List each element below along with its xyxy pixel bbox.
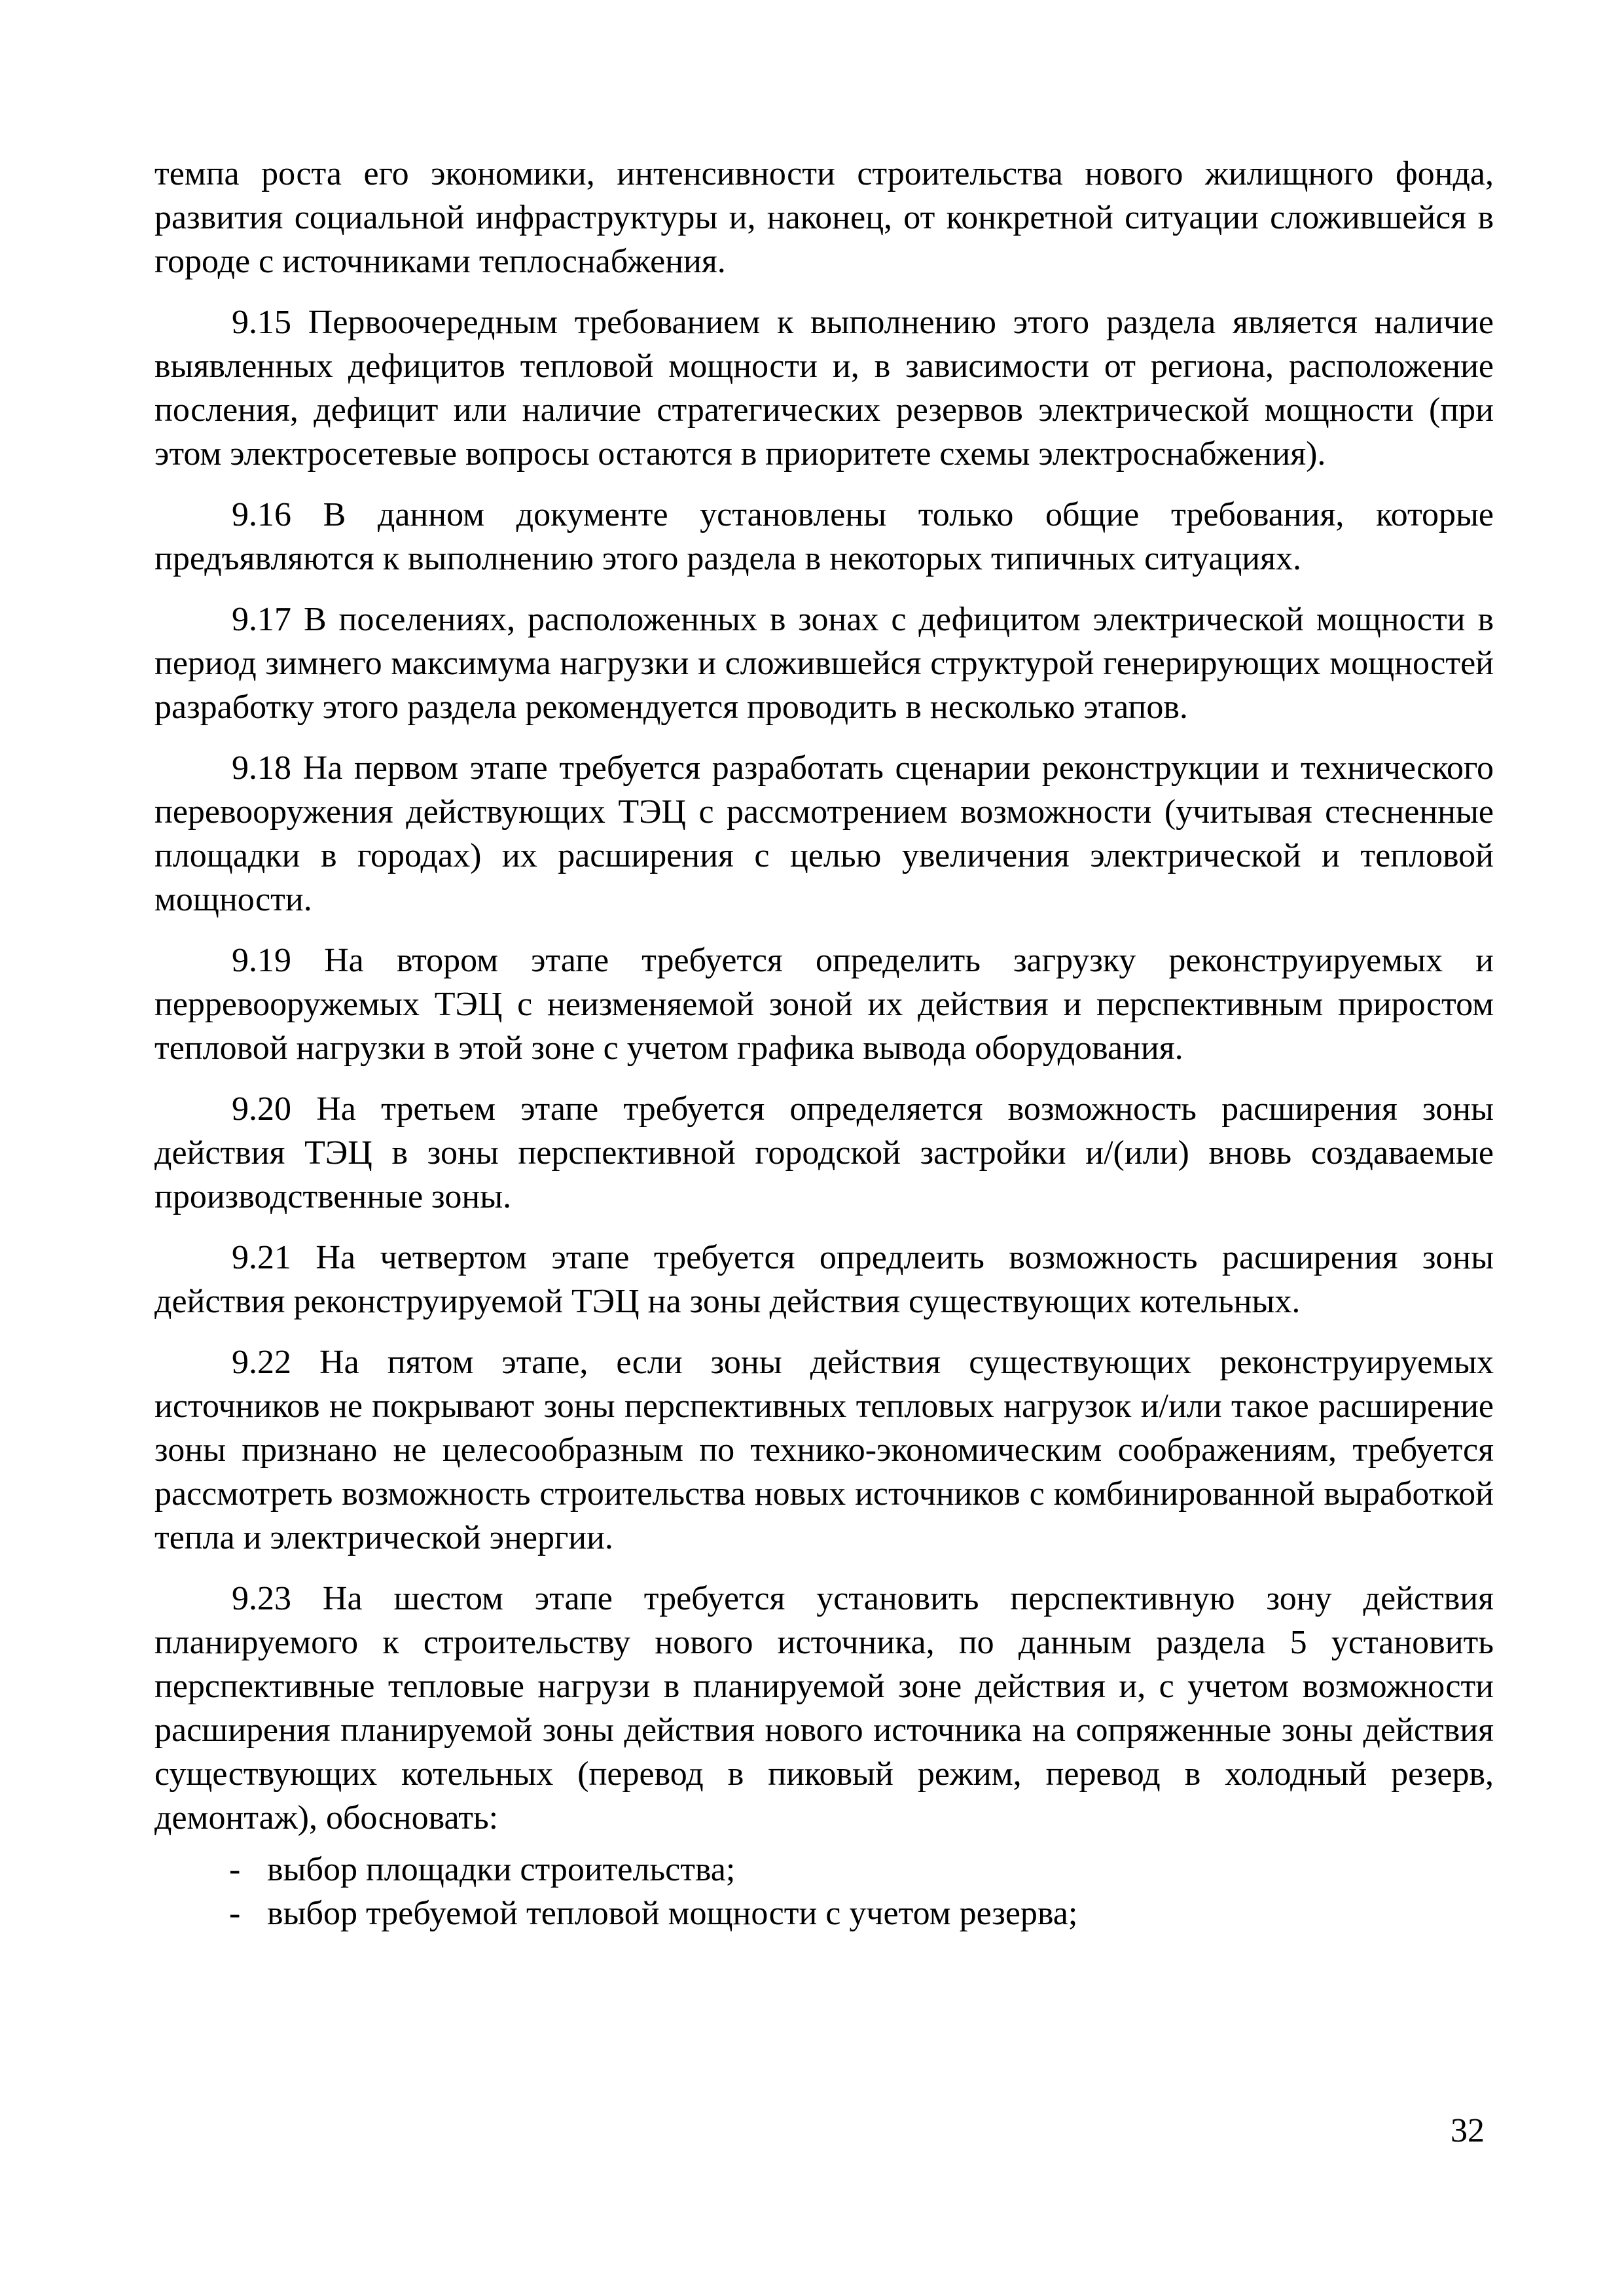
paragraph-9-17 [154, 598, 1494, 729]
list-item-text: выбор площадки строительства; [267, 1851, 736, 1888]
paragraph-text: В данном документе установлены только общие требования, которые предъявляются к выполнению этого раздела в некоторых типичных ситуациях. [154, 496, 1494, 577]
paragraph-9-16 [154, 493, 1494, 581]
paragraph-9-15 [154, 300, 1494, 476]
paragraph-text: Первоочередным требованием к выполнению этого раздела является наличие выявленных дефицитов тепловой мощности и, в зависимости от региона, расположение посления, дефицит или наличие стратегических резервов электрической мощности (при этом электросетевые вопросы остаются в приоритете схемы электроснабжения). [154, 304, 1494, 473]
paragraph-9-19 [154, 939, 1494, 1070]
paragraph-number: 9.17 [232, 601, 291, 638]
dash-bullet: - [229, 1851, 241, 1888]
paragraph-9-20 [154, 1087, 1494, 1219]
paragraph-9-21 [154, 1236, 1494, 1323]
paragraph-number: 9.23 [232, 1580, 291, 1617]
paragraph-text: На пятом этапе, если зоны действия существующих реконструируемых источников не покрывают зоны перспективных тепловых нагрузок и/или такое расширение зоны признано не целесообразным по технико-экономическим соображениям, требуется рассмотреть возможность строительства новых источников с комбинированной выработкой тепла и электрической энергии. [154, 1344, 1494, 1556]
paragraph-number: 9.22 [232, 1344, 291, 1381]
paragraph-9-23 [154, 1577, 1494, 1840]
paragraph-9-22 [154, 1340, 1494, 1560]
paragraph-number: 9.15 [232, 304, 291, 341]
document-body [154, 152, 1494, 1935]
paragraph-continuation [154, 152, 1494, 283]
paragraph-text: темпа роста его экономики, интенсивности строительства нового жилищного фонда, развития социальной инфраструктуры и, наконец, от конкретной ситуации сложившейся в городе с источниками теплоснабжения. [154, 155, 1494, 280]
list-item-text: выбор требуемой тепловой мощности с учетом резерва; [267, 1895, 1078, 1932]
paragraph-number: 9.19 [232, 942, 291, 979]
paragraph-number: 9.18 [232, 749, 291, 787]
paragraph-9-18 [154, 746, 1494, 922]
dash-bullet: - [229, 1895, 241, 1932]
paragraph-number: 9.16 [232, 496, 291, 533]
paragraph-text: На шестом этапе требуется установить перспективную зону действия планируемого к строительству нового источника, по данным раздела 5 установить перспективные тепловые нагрузи в планируемой зоне действия и, с учетом возможности расширения планируемой зоны действия нового источника на сопряженные зоны действия существующих котельных (перевод в пиковый режим, перевод в холодный резерв, демонтаж), обосновать: [154, 1580, 1494, 1837]
paragraph-text: На третьем этапе требуется определяется возможность расширения зоны действия ТЭЦ в зоны перспективной городской застройки и/(или) вновь создаваемые производственные зоны. [154, 1090, 1494, 1215]
page-number: 32 [1451, 2112, 1485, 2149]
paragraph-text: В поселениях, расположенных в зонах с дефицитом электрической мощности в период зимнего максимума нагрузки и сложившейся структурой генерирующих мощностей разработку этого раздела рекомендуется проводить в несколько этапов. [154, 601, 1494, 726]
paragraph-number: 9.21 [232, 1239, 291, 1276]
paragraph-number: 9.20 [232, 1090, 291, 1128]
bullet-list [154, 1848, 1494, 1935]
list-item [154, 1892, 1494, 1935]
paragraph-text: На четвертом этапе требуется опредлеить возможность расширения зоны действия реконструируемой ТЭЦ на зоны действия существующих котельных. [154, 1239, 1494, 1320]
list-item [154, 1848, 1494, 1892]
paragraph-text: На первом этапе требуется разработать сценарии реконструкции и технического перевооружения действующих ТЭЦ с рассмотрением возможности (учитывая стесненные площадки в городах) их расширения с целью увеличения электрической и тепловой мощности. [154, 749, 1494, 918]
paragraph-text: На втором этапе требуется определить загрузку реконструируемых и перревооружемых ТЭЦ с неизменяемой зоной их действия и перспективным приростом тепловой нагрузки в этой зоне с учетом графика вывода оборудования. [154, 942, 1494, 1067]
